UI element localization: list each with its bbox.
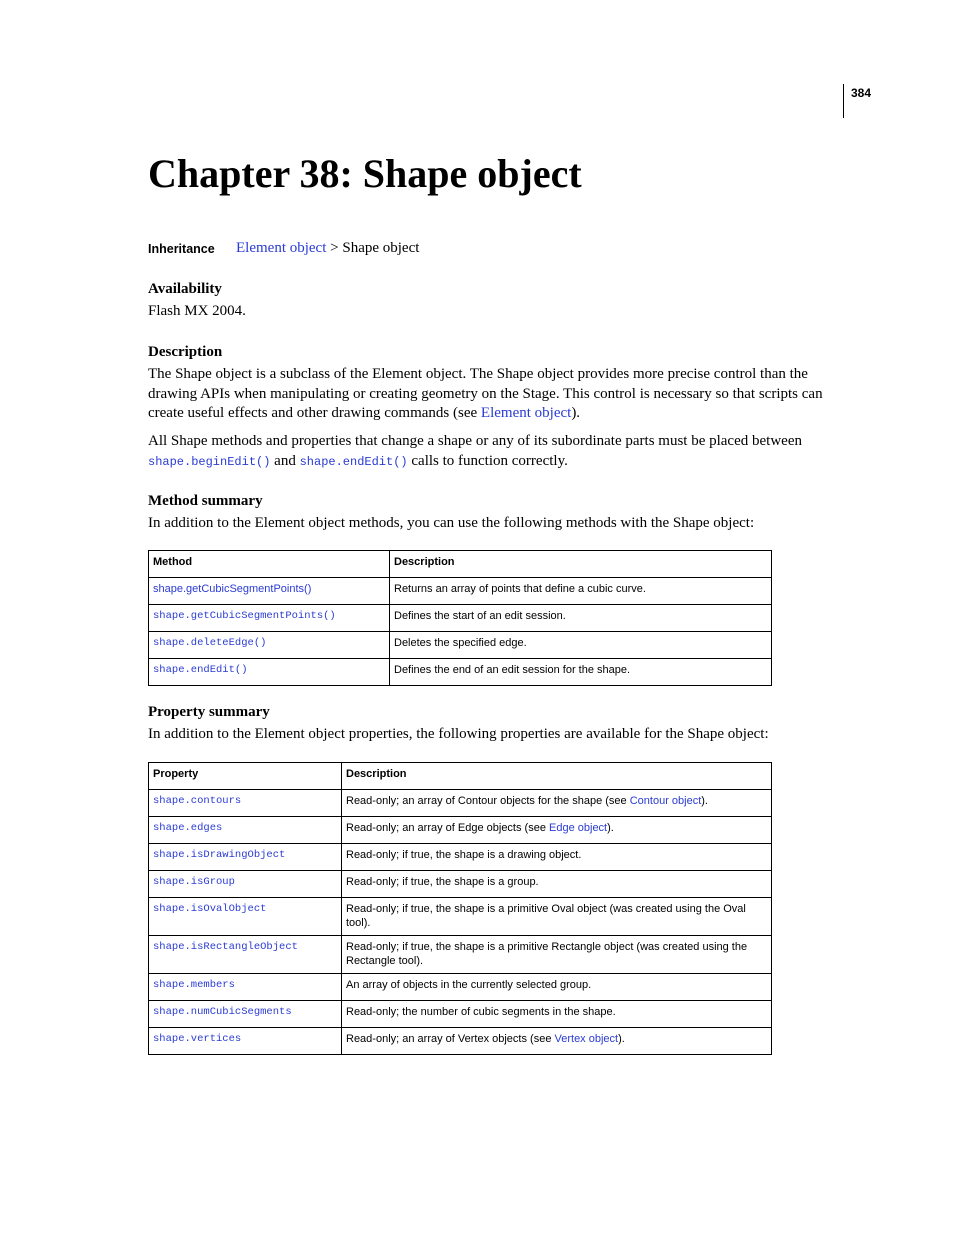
property-summary-heading: Property summary <box>148 704 270 720</box>
table-row <box>149 790 772 817</box>
property-table-header <box>149 763 772 790</box>
method-link[interactable]: shape.endEdit() <box>149 659 390 686</box>
method-description: Defines the start of an edit session. <box>390 605 772 632</box>
element-object-link[interactable]: Element object <box>480 405 572 421</box>
property-description: Read-only; the number of cubic segments in the shape. <box>342 1001 772 1028</box>
table-row <box>149 1028 772 1055</box>
contour-object-link[interactable]: Contour object <box>629 795 702 807</box>
description-paragraph-1: The Shape object is a subclass of the Element object. The Shape object provides more precise control than the drawing APIs when manipulating or creating geometry on the Stage. This control is necessary so that scripts can create useful effects and other drawing commands (see Element object). <box>148 366 823 421</box>
method-link[interactable]: shape.getCubicSegmentPoints() <box>149 578 390 605</box>
method-table <box>148 550 772 686</box>
availability-heading: Availability <box>148 281 222 297</box>
table-row <box>149 605 772 632</box>
table-row <box>149 1001 772 1028</box>
property-link[interactable]: shape.isOvalObject <box>149 898 342 936</box>
page-number-rule <box>843 84 844 118</box>
property-link[interactable]: shape.members <box>149 974 342 1001</box>
table-row <box>149 844 772 871</box>
method-table-header <box>149 551 772 578</box>
property-description: Read-only; if true, the shape is a primitive Rectangle object (was created using the Rectangle tool). <box>342 936 772 974</box>
page-number: 384 <box>851 86 872 100</box>
inheritance-label: Inheritance <box>148 242 215 256</box>
description-column-header: Description <box>342 763 772 790</box>
inheritance-breadcrumb <box>236 240 419 257</box>
chapter-title: Chapter 38: Shape object <box>148 151 582 196</box>
method-link[interactable]: shape.deleteEdge() <box>149 632 390 659</box>
table-row <box>149 817 772 844</box>
property-link[interactable]: shape.isRectangleObject <box>149 936 342 974</box>
end-edit-link[interactable]: shape.endEdit() <box>299 454 408 469</box>
property-link[interactable]: shape.isGroup <box>149 871 342 898</box>
property-column-header: Property <box>149 763 342 790</box>
property-description: Read-only; if true, the shape is a primitive Oval object (was created using the Oval tool). <box>342 898 772 936</box>
property-link[interactable]: shape.contours <box>149 790 342 817</box>
inheritance-separator: > <box>326 240 343 256</box>
property-description: Read-only; if true, the shape is a drawing object. <box>342 844 772 871</box>
property-summary-intro: In addition to the Element object properties, the following properties are available for the Shape object: <box>148 726 769 742</box>
table-row <box>149 936 772 974</box>
table-row <box>149 659 772 686</box>
vertex-object-link[interactable]: Vertex object <box>554 1033 619 1045</box>
description-column-header: Description <box>390 551 772 578</box>
method-summary-heading: Method summary <box>148 493 263 509</box>
table-row <box>149 898 772 936</box>
property-description: Read-only; an array of Contour objects for the shape (see Contour object). <box>342 790 772 817</box>
method-description: Returns an array of points that define a cubic curve. <box>390 578 772 605</box>
property-link[interactable]: shape.isDrawingObject <box>149 844 342 871</box>
property-description: Read-only; an array of Edge objects (see Edge object). <box>342 817 772 844</box>
property-link[interactable]: shape.numCubicSegments <box>149 1001 342 1028</box>
property-description: Read-only; an array of Vertex objects (see Vertex object). <box>342 1028 772 1055</box>
table-row <box>149 578 772 605</box>
inheritance-current: Shape object <box>342 240 420 256</box>
begin-edit-link[interactable]: shape.beginEdit() <box>148 454 271 469</box>
method-description: Defines the end of an edit session for the shape. <box>390 659 772 686</box>
element-object-link[interactable]: Element object <box>236 240 327 256</box>
edge-object-link[interactable]: Edge object <box>549 822 608 834</box>
table-row <box>149 632 772 659</box>
method-link[interactable]: shape.getCubicSegmentPoints() <box>149 605 390 632</box>
property-link[interactable]: shape.edges <box>149 817 342 844</box>
table-row <box>149 974 772 1001</box>
description-heading: Description <box>148 344 223 360</box>
property-description: Read-only; if true, the shape is a group. <box>342 871 772 898</box>
method-column-header: Method <box>149 551 390 578</box>
table-row <box>149 871 772 898</box>
method-description: Deletes the specified edge. <box>390 632 772 659</box>
method-summary-intro: In addition to the Element object methods, you can use the following methods with the Shape object: <box>148 515 755 531</box>
property-table <box>148 762 772 1055</box>
property-link[interactable]: shape.vertices <box>149 1028 342 1055</box>
property-description: An array of objects in the currently selected group. <box>342 974 772 1001</box>
description-paragraph-2: All Shape methods and properties that change a shape or any of its subordinate parts must be placed between shape.beginEdit() and shape.endEdit() calls to function correctly. <box>148 433 802 469</box>
availability-text: Flash MX 2004. <box>148 303 246 319</box>
